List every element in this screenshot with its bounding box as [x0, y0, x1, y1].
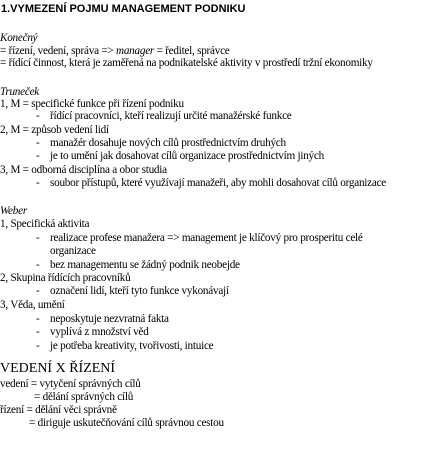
trunecek-item-2-bullet-1: manažér dosahuje nových cílů prostřednictvím druhých — [50, 137, 286, 149]
weber-item-3-bullet-3: je potřeba kreativity, tvořivosti, intuice — [50, 340, 214, 352]
rizeni-line-2: = diriguje uskutečňování cílů správnou cestou — [29, 417, 224, 429]
author-trunecek: Truneček — [0, 86, 40, 98]
vedeni-line-1: vedení = vytyčení správných cílů — [0, 378, 141, 390]
rizeni-line-1: řízení = dělání věci správně — [0, 404, 117, 416]
konecny-line-2: = řídící činnost, která je zaměřená na podnikatelské aktivity v prostředí tržní ekonomiky — [0, 57, 373, 69]
weber-item-3: 3, Věda, umění — [0, 299, 65, 311]
weber-item-1-bullet-2: bez managementu se žádný podnik neobejde — [50, 259, 240, 271]
konecny-line-1 — [0, 45, 230, 57]
bullet-dash: - — [36, 110, 40, 122]
author-weber: Weber — [0, 205, 27, 217]
bullet-dash: - — [36, 285, 40, 297]
trunecek-item-1: 1, M = specifické funkce při řízení podniku — [0, 98, 184, 110]
weber-item-1-bullet-1-line-1: realizace profese manažera => management je klíčový pro prosperitu celé — [50, 232, 363, 244]
bullet-dash: - — [36, 326, 40, 338]
bullet-dash: - — [36, 313, 40, 325]
author-konecny: Konečný — [0, 32, 38, 44]
weber-item-1: 1, Specifická aktivita — [0, 218, 90, 230]
konecny-line-1-prefix: = řízení, vedení, správa => — [0, 45, 116, 57]
weber-item-2: 2, Skupina řídících pracovníků — [0, 272, 131, 284]
trunecek-item-3: 3, M = odborná disciplína a obor studia — [0, 164, 167, 176]
weber-item-3-bullet-1: neposkytuje nezvratná fakta — [50, 313, 169, 325]
trunecek-item-1-bullet-1: řídící pracovníci, kteří realizují určité manažérské funkce — [50, 110, 292, 122]
weber-item-1-bullet-1-line-2: organizace — [50, 245, 96, 257]
weber-item-2-bullet-1: označení lidí, kteří tyto funkce vykonávají — [50, 285, 229, 297]
bullet-dash: - — [36, 150, 40, 162]
vedeni-line-2: = dělání správných cílů — [34, 391, 134, 403]
konecny-line-1-italic: manager — [116, 45, 155, 57]
trunecek-item-3-bullet-1: soubor přístupů, které využívají manažeři, aby mohli dosahovat cílů organizace — [50, 177, 387, 189]
trunecek-item-2: 2, M = způsob vedení lidí — [0, 124, 109, 136]
bullet-dash: - — [36, 340, 40, 352]
konecny-line-1-suffix: = ředitel, správce — [154, 45, 230, 57]
bullet-dash: - — [36, 137, 40, 149]
vedeni-rizeni-heading: VEDENÍ X ŘÍZENÍ — [0, 361, 116, 376]
weber-item-3-bullet-2: vyplívá z množství věd — [50, 326, 149, 338]
bullet-dash: - — [36, 232, 40, 244]
document-title: 1.VYMEZENÍ POJMU MANAGEMENT PODNIKU — [1, 3, 246, 15]
bullet-dash: - — [36, 259, 40, 271]
trunecek-item-2-bullet-2: je to umění jak dosahovat cílů organizace prostřednictvím jiných — [50, 150, 324, 162]
bullet-dash: - — [36, 177, 40, 189]
